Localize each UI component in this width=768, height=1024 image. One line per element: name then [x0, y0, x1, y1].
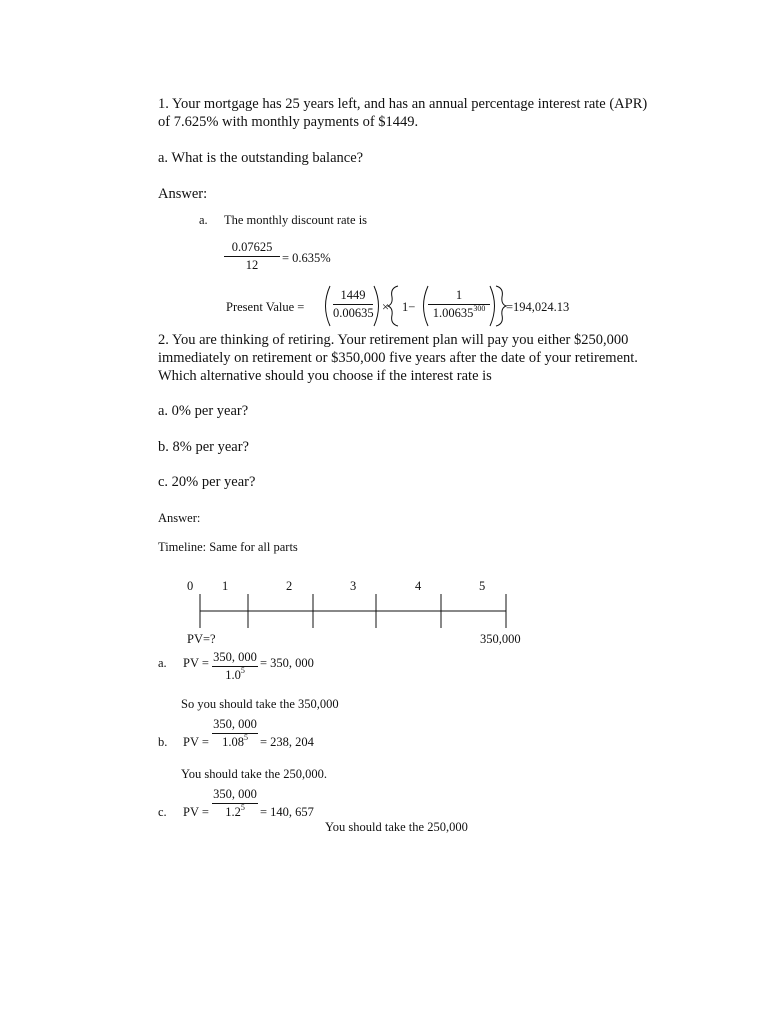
pv-numerator-2: 1	[455, 288, 463, 302]
timeline-tick-5: 5	[479, 579, 486, 593]
part-b-result: = 238, 204	[260, 735, 314, 749]
q1-solution-text: The monthly discount rate is	[224, 213, 368, 227]
timeline-label: Timeline: Same for all parts	[158, 540, 298, 554]
pv-numerator-1: 1449	[340, 288, 366, 302]
part-c-denominator: 1.2	[225, 805, 241, 819]
part-a-denominator: 1.0	[225, 668, 241, 682]
part-a-conclusion: So you should take the 350,000	[181, 697, 339, 711]
part-c-numerator: 350, 000	[213, 787, 257, 801]
q2-part-a: a. 0% per year?	[158, 403, 249, 419]
q1-part-a: a. What is the outstanding balance?	[158, 150, 364, 166]
q1-line-1: 1. Your mortgage has 25 years left, and has an annual percentage interest rate (APR)	[158, 96, 648, 112]
q2-line-1: 2. You are thinking of retiring. Your retirement plan will pay you either $250,000	[158, 332, 629, 348]
q2-part-b: b. 8% per year?	[158, 439, 249, 455]
part-b-exponent: 5	[243, 733, 248, 742]
timeline-tick-4: 4	[415, 579, 422, 593]
part-c-result: = 140, 657	[260, 805, 314, 819]
part-c-conclusion: You should take the 250,000	[325, 820, 468, 834]
pv-times: ×	[382, 300, 390, 314]
part-b-numerator: 350, 000	[213, 717, 257, 731]
timeline-tick-1: 1	[222, 579, 229, 593]
part-a-label: a.	[158, 656, 167, 670]
timeline-tick-0: 0	[187, 579, 194, 593]
part-a-numerator: 350, 000	[213, 650, 257, 664]
q2-answer-label: Answer:	[158, 511, 201, 525]
q2-line-3: Which alternative should you choose if the interest rate is	[158, 368, 492, 384]
pv-denominator-1: 0.00635	[333, 306, 374, 320]
timeline-tick-3: 3	[350, 579, 357, 593]
q1-solution-label: a.	[199, 213, 208, 227]
pv-label: Present Value =	[226, 300, 305, 314]
part-b-denominator: 1.08	[222, 735, 244, 749]
part-c-exponent: 5	[240, 803, 245, 812]
q1-answer-label: Answer:	[158, 186, 208, 202]
rate-result: = 0.635%	[282, 251, 331, 265]
part-c-label: c.	[158, 805, 167, 819]
q2-line-2: immediately on retirement or $350,000 five years after the date of your retirement.	[158, 350, 638, 366]
part-b-conclusion: You should take the 250,000.	[181, 767, 327, 781]
rate-numerator: 0.07625	[231, 240, 273, 254]
part-a-exponent: 5	[240, 666, 245, 675]
pv-one-minus: 1−	[402, 300, 416, 314]
q1-line-2: of 7.625% with monthly payments of $1449.	[158, 114, 419, 130]
timeline-pv-label: PV=?	[187, 632, 216, 646]
pv-denominator-2: 1.00635	[432, 306, 474, 320]
part-b-pv: PV =	[183, 735, 209, 749]
q2-part-c: c. 20% per year?	[158, 474, 256, 490]
rate-denominator: 12	[245, 258, 259, 272]
part-b-label: b.	[158, 735, 168, 749]
part-a-pv: PV =	[183, 656, 209, 670]
timeline-tick-2: 2	[286, 579, 293, 593]
part-a-fraction	[212, 650, 258, 683]
part-c-pv: PV =	[183, 805, 209, 819]
pv-exponent: 300	[473, 304, 486, 313]
part-b-fraction	[212, 717, 258, 750]
timeline-fv-label: 350,000	[480, 632, 521, 646]
part-c-fraction	[212, 787, 258, 820]
part-a-result: = 350, 000	[260, 656, 314, 670]
pv-result: =194,024.13	[506, 300, 570, 314]
